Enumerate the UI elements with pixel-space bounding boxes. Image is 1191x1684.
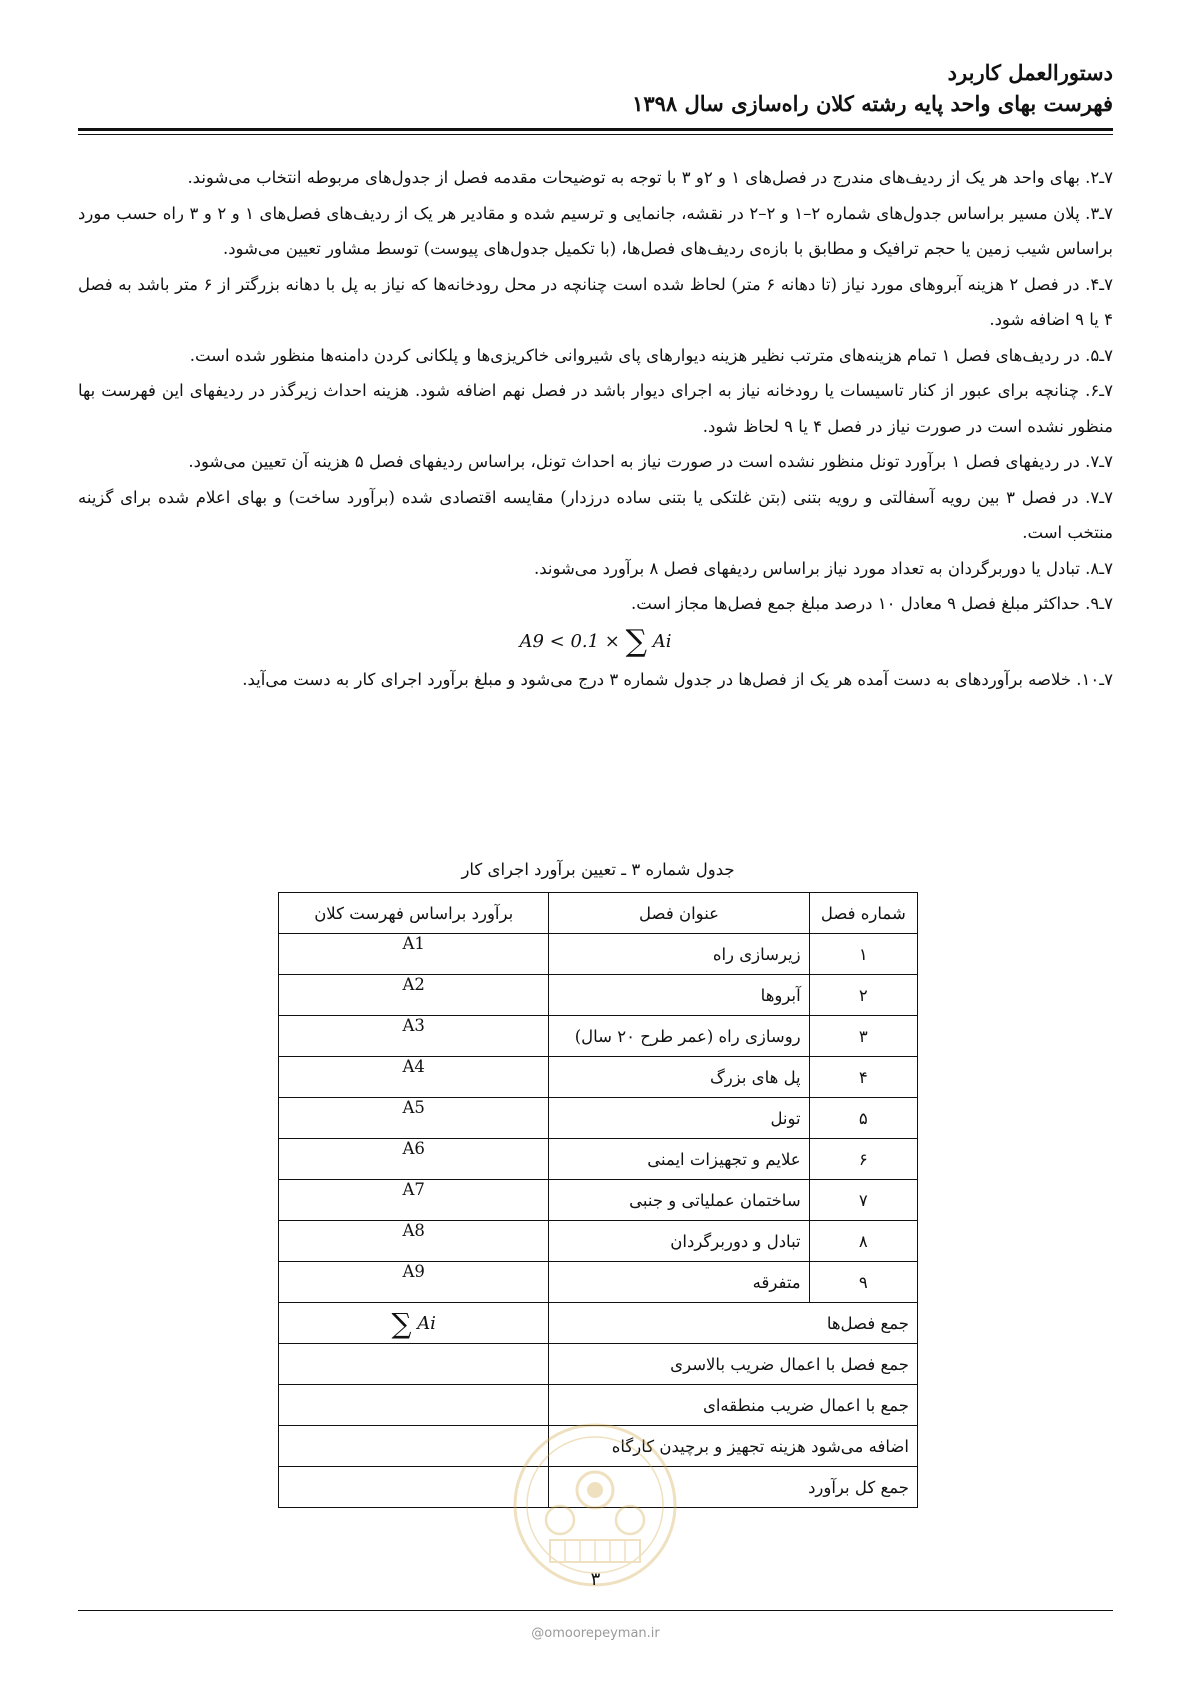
website-watermark: @omoorepeyman.ir [531, 1626, 660, 1641]
sum-estimate-value: Ai [417, 1312, 436, 1334]
formula-left: A9 < 0.1 × [519, 630, 620, 652]
chapter-estimate: A1 [279, 934, 549, 975]
paragraph-7-6: ۷ـ۶. چنانچه برای عبور از کنار تاسیسات یا رودخانه نیاز به اجرای دیوار باشد در فصل نهم اضافه شود. هزینه احداث زیرگذر در ردیفهای این فهرست بها منظور نشده است در صورت نیاز در فصل ۴ یا ۹ لحاظ شود. [78, 381, 1113, 436]
table-row [279, 1221, 918, 1262]
paragraph-7-9: ۷ـ۹. حداکثر مبلغ فصل ۹ معادل ۱۰ درصد مبلغ جمع فصل‌ها مجاز است. [630, 594, 1113, 613]
summary-label: جمع فصل با اعمال ضریب بالاسری [549, 1344, 918, 1385]
chapter-number: ۲ [809, 975, 917, 1016]
chapter-title: پل های بزرگ [549, 1057, 809, 1098]
header-rule-thin [78, 134, 1113, 135]
chapter-number: ۳ [809, 1016, 917, 1057]
header-chapter-title: عنوان فصل [549, 893, 809, 934]
table-row [279, 1057, 918, 1098]
chapter-number: ۷ [809, 1180, 917, 1221]
chapter-number: ۶ [809, 1139, 917, 1180]
summary-row [279, 1344, 918, 1385]
chapter-estimate: A9 [279, 1262, 549, 1303]
chapter-number: ۵ [809, 1098, 917, 1139]
footer-rule [78, 1610, 1113, 1611]
page-header [78, 58, 1113, 120]
summary-label: جمع کل برآورد [549, 1467, 918, 1508]
paragraph-7-2: ۷ـ۲. بهای واحد هر یک از ردیف‌های مندرج در فصل‌های ۱ و ۲و ۳ با توجه به توضیحات مقدمه فصل از جدول‌های مربوطه انتخاب می‌شوند. [187, 168, 1113, 187]
header-rule-thick [78, 128, 1113, 131]
paragraph-7-4: ۷ـ۴. در فصل ۲ هزینه آبروهای مورد نیاز (تا دهانه ۶ متر) لحاظ شده است چنانچه در محل رودخانه‌ها که نیاز به پل با دهانه بزرگتر از ۶ متر باشد به فصل ۴ یا ۹ اضافه شود. [78, 274, 1113, 329]
chapter-title: علایم و تجهیزات ایمنی [549, 1139, 809, 1180]
chapter-number: ۹ [809, 1262, 917, 1303]
chapter-title: تونل [549, 1098, 809, 1139]
paragraph-7-5: ۷ـ۵. در ردیف‌های فصل ۱ تمام هزینه‌های مترتب نظیر هزینه دیوارهای پای شیروانی خاکریزی‌ها و پلکانی کردن دامنه‌ها منظور شده است. [189, 345, 1113, 365]
chapter-title: روسازی راه (عمر طرح ۲۰ سال) [549, 1016, 809, 1057]
seal-watermark-icon [510, 1420, 680, 1590]
summary-estimate [279, 1344, 549, 1385]
header-subtitle: فهرست بهای واحد پایه رشته کلان راه‌سازی سال ۱۳۹۸ [632, 91, 1113, 116]
table-row [279, 934, 918, 975]
summary-label: اضافه می‌شود هزینه تجهیز و برچیدن کارگاه [549, 1426, 918, 1467]
summary-row [279, 1303, 918, 1344]
summary-label: جمع فصل‌ها [549, 1303, 918, 1344]
chapter-estimate: A2 [279, 975, 549, 1016]
paragraph-7-7a: ۷ـ۷. در ردیفهای فصل ۱ برآورد تونل منظور نشده است در صورت نیاز به احداث تونل، براساس ردیفهای فصل ۵ هزینه آن تعیین می‌شود. [188, 452, 1113, 471]
sigma-symbol: ∑ [391, 1306, 412, 1340]
table-row [279, 1262, 918, 1303]
chapter-title: آبروها [549, 975, 809, 1016]
chapter-title: ساختمان عملیاتی و جنبی [549, 1180, 809, 1221]
paragraph-7-10: ۷ـ۱۰. خلاصه برآوردهای به دست آمده هر یک از فصل‌ها در جدول شماره ۳ درج می‌شود و مبلغ برآورد اجرای کار به دست می‌آید. [242, 669, 1113, 689]
chapter-estimate: A8 [279, 1221, 549, 1262]
summary-label: جمع با اعمال ضریب منطقه‌ای [549, 1385, 918, 1426]
header-estimate: برآورد براساس فهرست کلان [279, 893, 549, 934]
chapter-number: ۴ [809, 1057, 917, 1098]
estimate-table [278, 892, 918, 1508]
formula-right: Ai [652, 630, 672, 652]
paragraph-7-8: ۷ـ۸. تبادل یا دوربرگردان به تعداد مورد نیاز براساس ردیفهای فصل ۸ برآورد می‌شوند. [533, 558, 1113, 578]
chapter-number: ۱ [809, 934, 917, 975]
summary-estimate [279, 1426, 549, 1467]
chapter-number: ۸ [809, 1221, 917, 1262]
summary-estimate [279, 1385, 549, 1426]
chapter-estimate: A3 [279, 1016, 549, 1057]
chapter-title: تبادل و دوربرگردان [549, 1221, 809, 1262]
table-row [279, 1139, 918, 1180]
paragraph-7-7b: ۷ـ۷. در فصل ۳ بین رویه آسفالتی و رویه بتنی (بتن غلتکی یا بتنی ساده درزدار) مقایسه اقتصادی شده (برآورد ساخت) و بهای اعلام شده برای گزینه منتخب است. [78, 487, 1113, 542]
chapter-estimate: A6 [279, 1139, 549, 1180]
chapter-title: متفرقه [549, 1262, 809, 1303]
page-number: ۳ [590, 1569, 601, 1590]
chapter-estimate: A7 [279, 1180, 549, 1221]
table-row [279, 1098, 918, 1139]
summary-estimate [279, 1467, 549, 1508]
table-row [279, 975, 918, 1016]
chapter-estimate: A4 [279, 1057, 549, 1098]
paragraph-7-3: ۷ـ۳. پلان مسیر براساس جدول‌های شماره ۲–۱ و ۲–۲ در نقشه، جانمایی و ترسیم شده و مقادیر هر یک از ردیف‌های فصل‌های ۱ و ۲ و ۳ راه حسب مورد براساس شیب زمین یا حجم ترافیک و مطابق با بازه‌ی ردیف‌های فصل‌ها، (با تکمیل جدول‌های پیوست) توسط مشاور تعیین می‌شود. [78, 203, 1114, 258]
sigma-symbol: ∑ [625, 623, 648, 659]
table-caption: جدول شماره ۳ ـ تعیین برآورد اجرای کار [461, 860, 735, 879]
table-header-row [279, 893, 918, 934]
body-content [78, 160, 1113, 697]
sum-estimate [279, 1303, 549, 1344]
table-row [279, 1016, 918, 1057]
chapter-title: زیرسازی راه [549, 934, 809, 975]
formula [78, 622, 1113, 662]
table-row [279, 1180, 918, 1221]
header-chapter-number: شماره فصل [809, 893, 917, 934]
chapter-estimate: A5 [279, 1098, 549, 1139]
header-title: دستورالعمل کاربرد [947, 60, 1113, 85]
